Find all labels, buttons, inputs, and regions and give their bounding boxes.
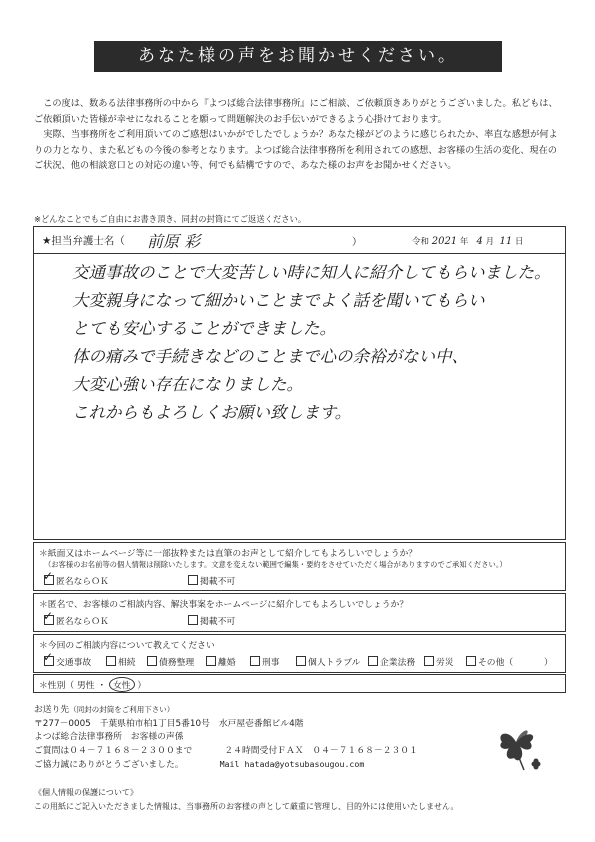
contact-mail[interactable]: Mail hatada@yotsubasougou.com bbox=[219, 759, 365, 769]
option-label: 労災 bbox=[436, 658, 454, 668]
option-inheritance[interactable] bbox=[106, 655, 136, 668]
contact-info bbox=[34, 703, 494, 773]
gender-female[interactable]: 女性 bbox=[109, 677, 135, 692]
contact-thanks: ご協力誠にありがとうございました。 bbox=[34, 760, 184, 770]
contact-phone: ご質問は０４－７１６８－２３００まで bbox=[34, 745, 193, 756]
option-traffic-accident[interactable] bbox=[44, 655, 91, 668]
feedback-line: 大変心強い存在になりました。 bbox=[72, 375, 303, 394]
question-category: ＊今回のご相談内容について教えてください bbox=[39, 641, 215, 651]
checkbox[interactable] bbox=[296, 656, 306, 666]
date-day-suffix: 日 bbox=[514, 237, 524, 247]
privacy-heading: 《個人情報の保護について》 bbox=[34, 788, 138, 797]
feedback-line: これからもよろしくお願い致します。 bbox=[72, 403, 352, 422]
option-label: 掲載不可 bbox=[200, 577, 236, 587]
option-label: その他（ bbox=[478, 658, 514, 668]
intro-paragraph-1: この度は、数ある法律事務所の中から『よつば総合法律事務所』にご相談、ご依頼頂きありがとうございました。私どもは、ご依頼頂いた皆様が幸せになれることを願って問題解決のお手伝いができるよう心掛けております。 bbox=[34, 98, 558, 125]
option-corporate[interactable] bbox=[368, 655, 415, 668]
question-publish-box bbox=[33, 542, 566, 591]
date-month: 4 bbox=[476, 236, 483, 247]
question-gender-box bbox=[33, 674, 566, 693]
checkbox[interactable] bbox=[250, 656, 260, 666]
contact-fax: ２４時間受付ＦＡＸ ０４－７１６８－２３０１ bbox=[224, 745, 418, 756]
option-other-close: ） bbox=[544, 658, 553, 668]
option-anonymous-ok[interactable] bbox=[44, 614, 109, 627]
privacy-section bbox=[34, 786, 458, 814]
lawyer-paren-close: ） bbox=[352, 237, 362, 248]
feedback-box bbox=[33, 226, 566, 540]
checkbox-checked[interactable] bbox=[44, 575, 54, 585]
date-year-suffix: 年 bbox=[459, 237, 469, 247]
contact-office: よつば総合法律事務所 お客様の声係 bbox=[34, 732, 184, 742]
feedback-line: とても安心することができました。 bbox=[72, 319, 336, 338]
option-other[interactable] bbox=[466, 655, 513, 668]
divider bbox=[34, 253, 565, 254]
page-title: あなた様の声をお聞かせください。 bbox=[94, 41, 502, 72]
date-month-suffix: 月 bbox=[485, 237, 495, 247]
option-label: 離婚 bbox=[218, 658, 236, 668]
option-not-allowed[interactable] bbox=[188, 574, 235, 587]
option-personal-trouble[interactable] bbox=[296, 655, 360, 668]
option-label: 掲載不可 bbox=[200, 617, 236, 627]
privacy-text: この用紙にご記入いただきました情報は、当事務所のお客様の声として厳重に管理し、目的外には使用いたしません。 bbox=[34, 802, 459, 811]
checkbox[interactable] bbox=[147, 656, 157, 666]
date-field[interactable] bbox=[412, 235, 523, 247]
checkbox[interactable] bbox=[188, 615, 198, 625]
option-label: 個人トラブル bbox=[308, 658, 361, 668]
checkbox[interactable] bbox=[188, 575, 198, 585]
lawyer-name[interactable]: 前原 彩 bbox=[147, 232, 201, 251]
checkbox-checked[interactable] bbox=[44, 656, 54, 666]
option-label: 相続 bbox=[118, 658, 136, 668]
checkbox[interactable] bbox=[368, 656, 378, 666]
question-publish: ＊紙面又はホームページ等に一部抜粋または直筆のお声として紹介してもよろしいでしょうか？ bbox=[39, 549, 418, 559]
feedback-line: 体の痛みで手続きなどのことまで心の余裕がない中、 bbox=[72, 347, 468, 366]
option-debt[interactable] bbox=[147, 655, 194, 668]
question-category-box bbox=[33, 634, 566, 673]
date-day: 11 bbox=[499, 236, 513, 247]
instruction-note: ※どんなことでもご自由にお書き頂き、同封の封筒にてご返送ください。 bbox=[34, 214, 307, 224]
gender-close: ） bbox=[137, 681, 147, 691]
question-publish-note: （お客様のお名前等の個人情報は削除いたします。文意を変えない範囲で編集・要約をさせていただく場合がありますのでご承知ください。） bbox=[44, 560, 507, 569]
option-label: 刑事 bbox=[262, 658, 280, 668]
option-labor-accident[interactable] bbox=[424, 655, 454, 668]
question-anonymous-box bbox=[33, 593, 566, 632]
feedback-line: 大変親身になって細かいことまでよく話を聞いてもらい bbox=[72, 291, 485, 310]
contact-address: 〒277－0005 千葉県柏市柏1丁目5番10号 水戸屋壱番館ビル4階 bbox=[34, 718, 304, 729]
gender-dot: ・ bbox=[97, 681, 107, 691]
checkbox[interactable] bbox=[424, 656, 434, 666]
checkbox[interactable] bbox=[106, 656, 116, 666]
feedback-text[interactable] bbox=[72, 259, 552, 427]
contact-heading: お送り先 bbox=[34, 705, 70, 715]
clover-icon bbox=[490, 718, 542, 774]
date-year: 2021 bbox=[431, 236, 458, 247]
option-label: 企業法務 bbox=[380, 658, 416, 668]
option-not-allowed[interactable] bbox=[188, 614, 235, 627]
contact-heading-note: （同封の封筒をご利用下さい） bbox=[69, 705, 175, 714]
checkbox-checked[interactable] bbox=[44, 615, 54, 625]
option-criminal[interactable] bbox=[250, 655, 280, 668]
checkbox[interactable] bbox=[466, 656, 476, 666]
gender-field bbox=[39, 677, 146, 692]
option-anonymous-ok[interactable] bbox=[44, 574, 109, 587]
option-label: 債務整理 bbox=[159, 658, 195, 668]
option-divorce[interactable] bbox=[206, 655, 236, 668]
gender-male[interactable]: 男性 bbox=[77, 681, 95, 691]
checkbox[interactable] bbox=[206, 656, 216, 666]
gender-label: ＊性別（ bbox=[39, 681, 75, 691]
option-label: 交通事故 bbox=[56, 658, 92, 668]
lawyer-label: ★担当弁護士名（ bbox=[42, 235, 125, 247]
option-label: 匿名ならＯＫ bbox=[56, 617, 109, 627]
date-era: 令和 bbox=[412, 237, 430, 247]
feedback-line: 交通事故のことで大変苦しい時に知人に紹介してもらいました。 bbox=[72, 263, 551, 282]
question-anonymous: ＊匿名で、お客様のご相談内容、解決事案をホームページに紹介してもよろしいでしょうか？ bbox=[39, 600, 409, 610]
intro-text bbox=[34, 96, 564, 174]
intro-paragraph-2: 実際、当事務所をご利用頂いてのご感想はいかがでしたでしょうか？あなた様がどのように感じられたか、率直な感想が何よりの力となり、また私どもの今後の参考となります。よつば総合法律事務所を利用されての感想、お客様の生活の変化、現在のご状況、他の相談窓口との対応の違い等、何でも結構ですので、あなた様のお声をお聞かせください。 bbox=[34, 129, 558, 171]
option-label: 匿名ならＯＫ bbox=[56, 577, 109, 587]
